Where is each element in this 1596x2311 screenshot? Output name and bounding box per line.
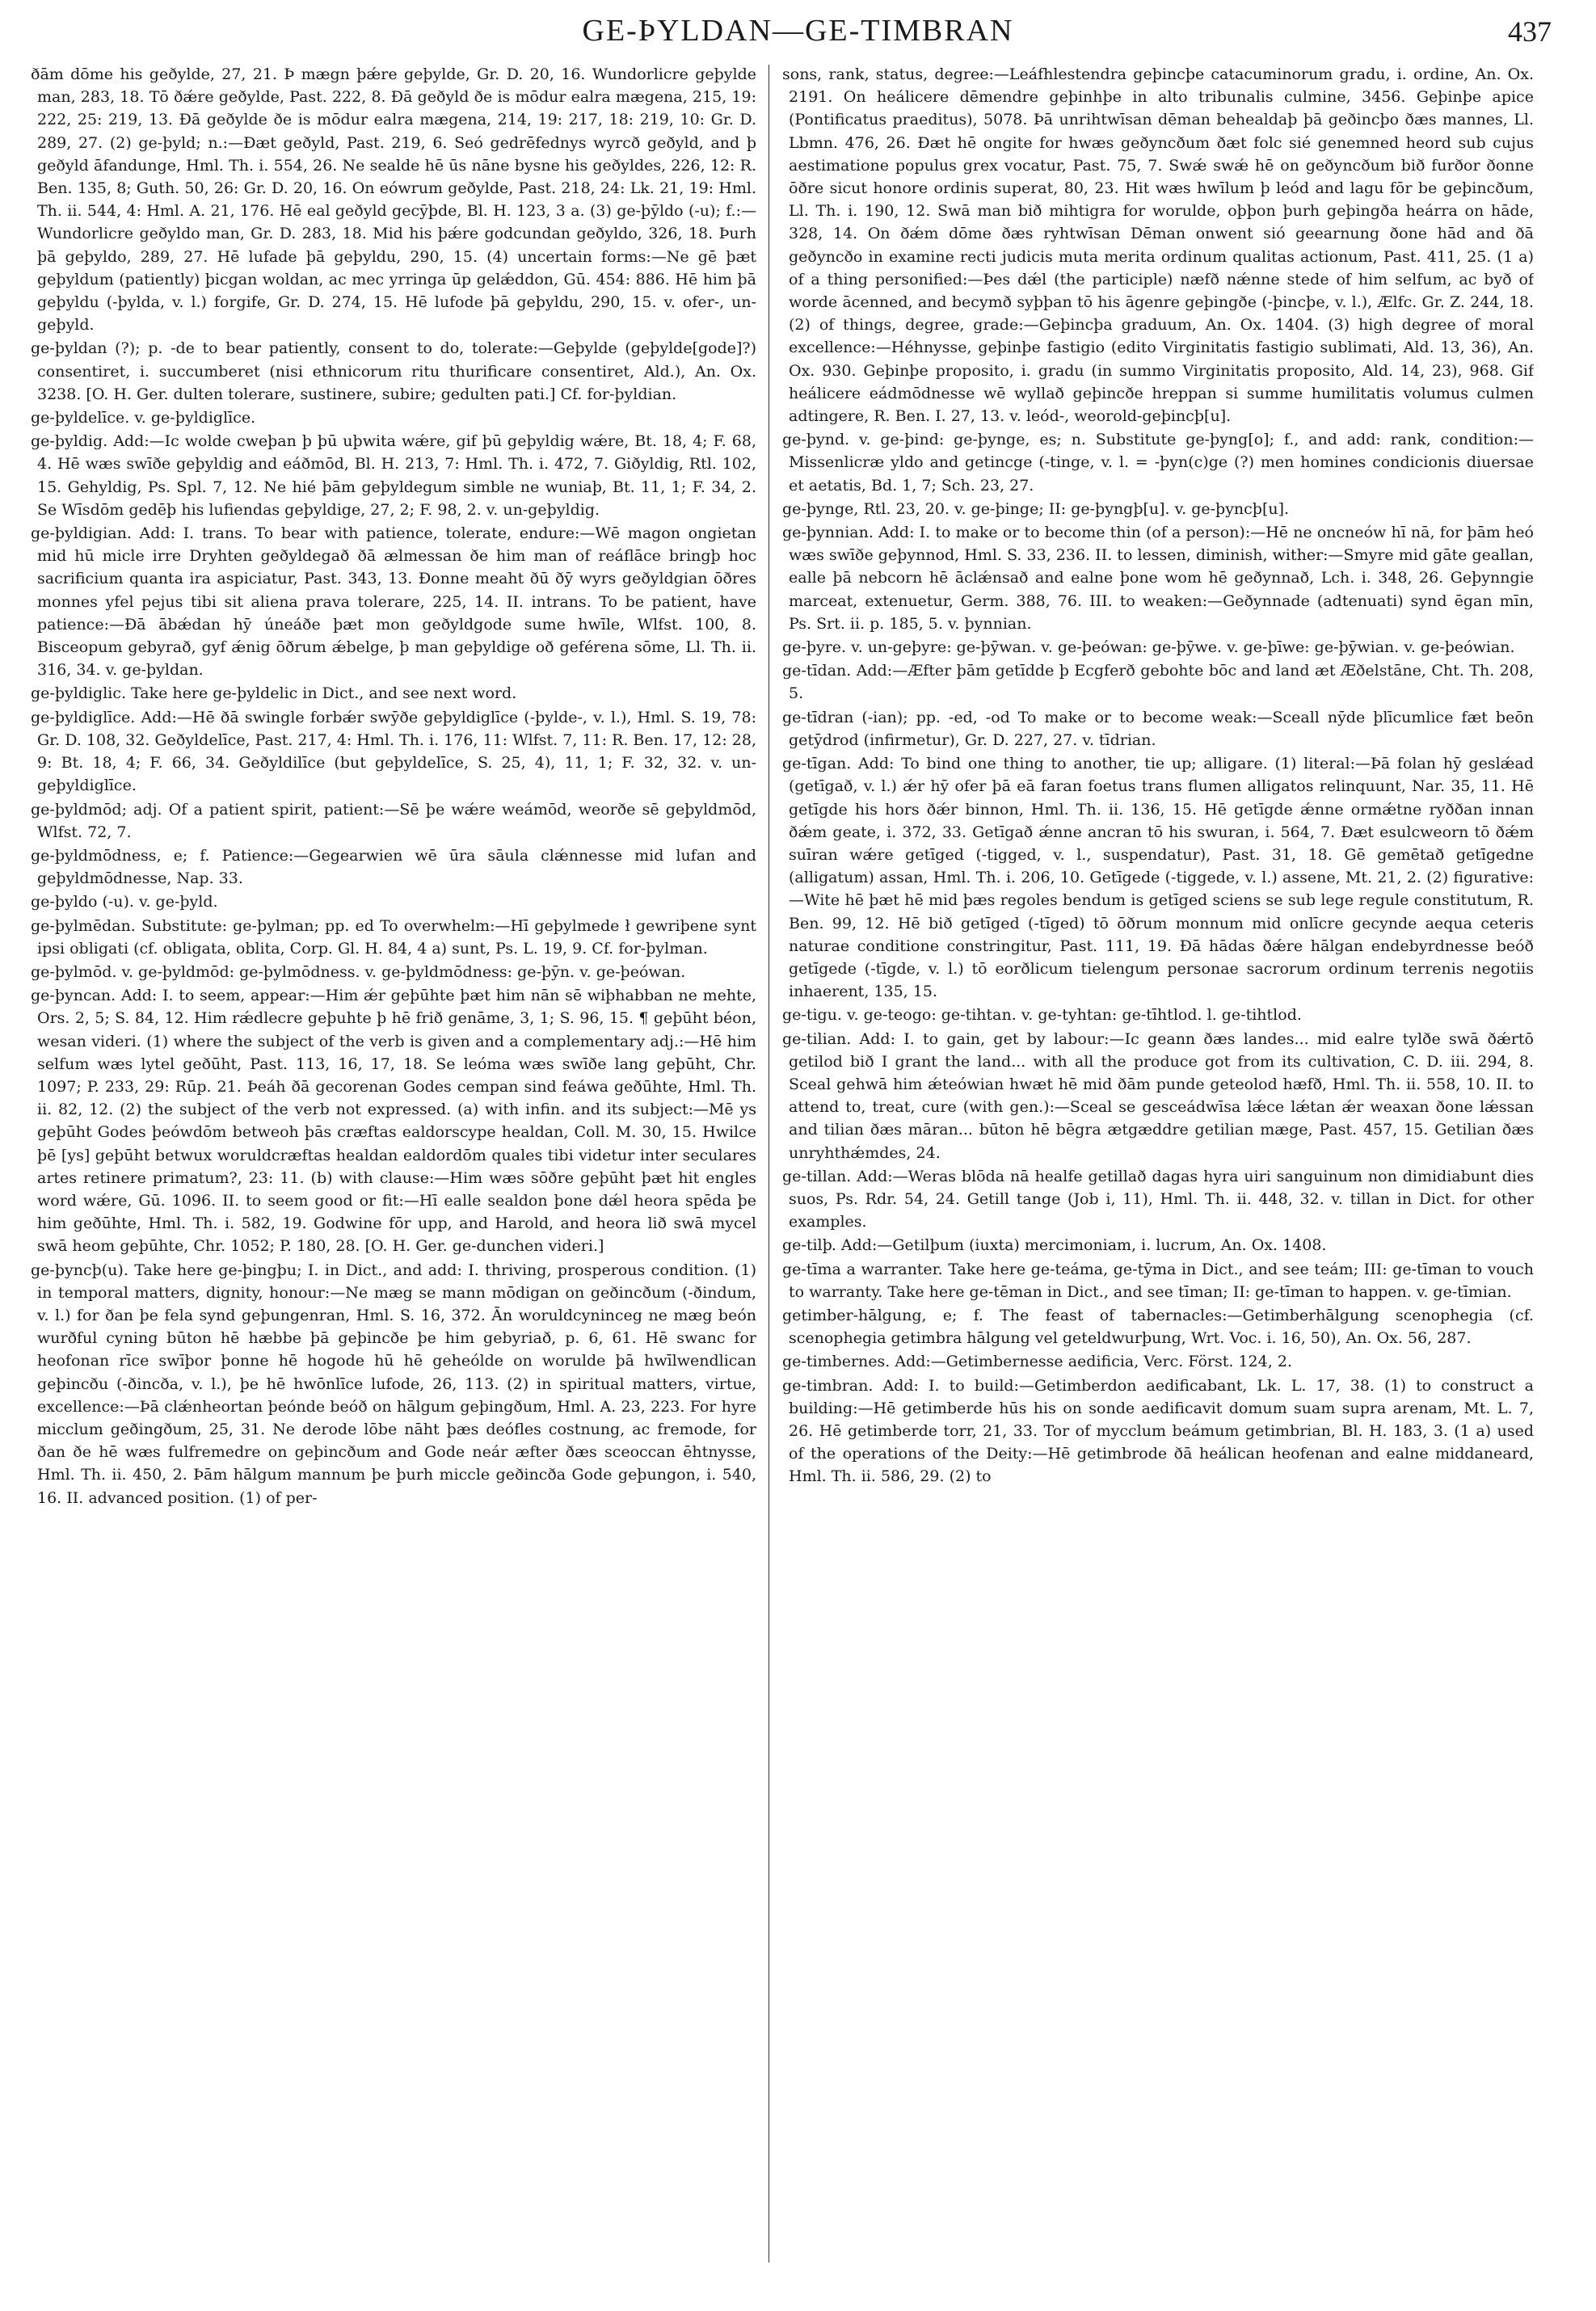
dictionary-entry: ge-tīma a warranter. Take here ge-teáma, ge-tȳma in Dict., and see teám; III: ge-tīman to vouch to warranty. Take here ge-tēman in Dict., and see tīman; II: ge-tīman to happen. v. ge-tīmian. — [782, 1260, 1534, 1301]
dictionary-entry: ge-þyncan. Add: I. to seem, appear:—Him ǽr geþūhte þæt him nān sē wiþhabban ne mehte, Ors. 2, 5; S. 84, 12. Him rǽdlecre geþuhte þ hē frið genāme, 3, 1; S. 96, 15. ¶ geþūht béon, wesan videri. (1) where the subject of the verb is given and a complementary adj.:—Hē him selfum wæs lytel geðūht, Past. 113, 16, 17, 18. Se leóma wæs swīðe lang geþūht, Chr. 1097; P. 233, 29: Rūp. 21. Þeáh ðā gecorenan Godes cempan sind feáwa geðūhte, Hml. Th. ii. 82, 12. (2) the subject of the verb not expressed. (a) with infin. and its subject:—Mē ys geþūht Godes þeówdōm betweoh þās cræftas ealdorscype healdan, Coll. M. 30, 15. Hwilce þē [ys] geþūht betwux woruldcræftas healdan ealdordōm quales tibi videtur inter seculares artes retinere primatum?, 23: 11. (b) with clause:—Him wæs sōðre geþūht þæt hit engles word wǽre, Gū. 1096. II. to seem good or fit:—Hī ealle sealdon þone dǽl heora spēda þe him geðūhte, Hml. Th. i. 582, 19. Godwine fōr upp, and Harold, and heora lið swā mycel swā heom geþūhte, Chr. 1052; P. 180, 28. [O. H. Ger. ge-dunchen videri.] — [31, 987, 756, 1256]
running-head: GE-ÞYLDAN—GE-TIMBRAN — [582, 14, 1014, 48]
dictionary-entry: ge-þyldmōdness, e; f. Patience:—Gegearwien wē ūra sāula clǽnnesse mid lufan and geþyldmōdnesse, Nap. 33. — [31, 846, 756, 888]
dictionary-entry: sons, rank, status, degree:—Leáfhlestendra geþincþe catacuminorum gradu, i. ordine, An. Ox. 2191. On heálicere dēmendre geþinhþe in alto tribunalis culmine, 3456. Geþinþe apice (Pontificatus praeditus), 5078. Þā unrihtwīsan dēman behealdaþ þā geðincþo ðæs mannes, Ll. Lbmn. 476, 26. Ðæt hē ongite for hwæs geðyncðum ðæt folc sié genemned heord sub cujus aestimatione populus grex vocatur, Past. 75, 7. Swǽ swǽ hē on geðyncðum bið furðor ðonne ōðre sicut honore ordinis superat, 80, 23. Hit wæs hwīlum þ leód and lagu fōr be geþincðum, Ll. Th. i. 190, 12. Swā man bið mihtigra for worulde, oþþon þurh geþingða heárra on hāde, 328, 14. On ðǽm dōme ðæs ryhtwīsan Dēman onwent sió geearnung ðone hād and ðā geðyncðo in examine recti judicis muta merita ordinum qualitas actionum, Past. 411, 25. (1 a) of a thing personified:—Þes dǽl (the participle) næfð nǽnne stede of him selfum, ac byð of worde ācenned, and becymð syþþan tō his āgenre geþingðe (-þincþe, v. l.), Ælfc. Gr. Z. 244, 18. (2) of things, degree, grade:—Geþincþa graduum, An. Ox. 1404. (3) high degree of moral excellence:—Héhnysse, geþinþe fastigio (edito Virginitatis fastigio sublimati, Ald. 13, 36), An. Ox. 930. Geþinþe proposito, i. gradu (in summo Virginitatis proposito, Ald. 14, 23), 968. Gif heálicere eádmōdnesse wē wyllað geþincðe hreppan si summe humilitatis volumus culmen adtingere, R. Ben. I. 27, 13. v. leód-, weorold-geþincþ[u]. — [782, 65, 1534, 426]
dictionary-entry: ge-þylmōd. v. ge-þyldmōd: ge-þylmōdness. v. ge-þyldmōdness: ge-þȳn. v. ge-þeówan. — [31, 962, 686, 981]
dictionary-entry: ge-þyldmōd; adj. Of a patient spirit, patient:—Sē þe wǽre weámōd, weorðe sē geþyldmōd, Wlfst. 72, 7. — [31, 800, 756, 841]
dictionary-entry: ge-tillan. Add:—Weras blōda nā healfe getillað dagas hyra uiri sanguinum non dimidiabunt dies suos, Ps. Rdr. 54, 24. Getill tange (Job i, 11), Hml. Th. ii. 448, 32. v. tillan in Dict. for other examples. — [782, 1167, 1534, 1231]
dictionary-entry: ge-þyldig. Add:—Ic wolde cweþan þ þū uþwita wǽre, gif þū geþyldig wǽre, Bt. 18, 4; F. 68, 4. Hē wæs swīðe geþyldig and eáðmōd, Bl. H. 213, 7: Hml. Th. i. 472, 7. Giðyldig, Rtl. 102, 15. Gehyldig, Ps. Spl. 7, 12. Ne hié þām geþyldegum simble ne wuniaþ, Bt. 11, 1; F. 34, 2. Se Wīsdōm gedēþ his lufiendas geþyldige, 27, 2; F. 98, 2. v. un-geþyldig. — [31, 432, 756, 519]
dictionary-entry: ge-tilþ. Add:—Getilþum (iuxta) mercimoniam, i. lucrum, An. Ox. 1408. — [782, 1236, 1327, 1255]
right-column — [782, 63, 1534, 2293]
left-column — [31, 63, 756, 2293]
dictionary-entry: getimber-hālgung, e; f. The feast of tabernacles:—Getimberhālgung scenophegia (cf. scenophegia getimbra hālgung vel geteldwurþung, Wrt. Voc. i. 16, 50), An. Ox. 56, 287. — [782, 1306, 1534, 1348]
dictionary-entry: ge-tīdran (-ian); pp. -ed, -od To make or to become weak:—Sceall nȳde þlīcumlice fæt beōn getȳdrod (infirmetur), Gr. D. 227, 27. v. tīdrian. — [782, 708, 1534, 749]
dictionary-entry: ge-þyldiglīce. Add:—Hē ðā swingle forbǽr swȳðe geþyldiglīce (-þylde-, v. l.), Hml. S. 19, 78: Gr. D. 108, 32. Geðyldelīce, Past. 217, 4: Hml. Th. i. 176, 11: Wlfst. 7, 11: R. Ben. 17, 12: 28, 9: Bt. 18, 4; F. 66, 34. Geðyldilīce (but geþyldelīce, S. 25, 4), 11, 1; F. 32, 32. v. un-geþyldiglīce. — [31, 708, 756, 795]
dictionary-entry: ge-þyncþ(u). Take here ge-þingþu; I. in Dict., and add: I. thriving, prosperous condition. (1) in temporal matters, dignity, honour:—Ne mæg se mann mōdigan on geðincðum (-ðindum, v. l.) for ðan þe fela synd geþungenran, Hml. S. 16, 372. Ān woruldcyninceg ne mæg beón wurðful cyning būton hē hæbbe þā geþincðe þe him gebyriað, p. 6, 61. Hē swanc for heofonan rīce swīþor þonne hē hogode hū hē geheólde on worulde þā hwīlwendlican geþincðu (-ðincða, v. l.), þe hē hwōnlīce lufode, 26, 113. (2) in spiritual matters, virtue, excellence:—Þā clǽnheortan þeónde beóð on hālgum geþingðum, Hml. A. 23, 223. For hyre micclum geðingðum, 25, 31. Ne derode lōbe nāht þæs deófles costnung, ac fremode, for ðan ðe hē wæs fulfremedre on geþincðum and Gode neár æfter ðæs sceoccan ēhtnysse, Hml. Th. ii. 450, 2. Þām hālgum mannum þe þurh miccle geðincða Gode geþungon, i. 540, 16. II. advanced position. (1) of per- — [31, 1261, 756, 1507]
dictionary-entry: ge-tīgan. Add: To bind one thing to another, tie up; alligare. (1) literal:—Þā folan hȳ geslǽad (getīgað, v. l.) ǽr hȳ ofer þā eā faran foetus trans flumen alligatos relinquunt, Nar. 35, 11. Hē getīgde his hors ðǽr binnon, Hml. Th. ii. 136, 15. Hē getīgde ǽnne ormǽtne ryððan innan ðǽm geate, i. 372, 33. Getīgað ǽnne ancran tō his swuran, i. 564, 7. Ðæt esulcweorn tō ðǽm suīran wǽre getīged (-tigged, v. l., suspendatur), Past. 31, 18. Gē gemētað getīgedne (alligatum) assan, Hml. Th. i. 206, 10. Getīgede (-tiggede, v. l.) assene, Mt. 21, 2. (2) figurative:—Wite hē þæt hē mid þæs regoles bendum is getīged sciens se sub lege regule constitutum, R. Ben. 99, 12. Hē bið getīged (-tīged) tō ōðrum monnum mid onlīcre gecynde aequa ceteris naturae conditione constringitur, Past. 111, 19. Ðā hādas ðǽre hālgan endebyrdnesse beóð getīgede (-tīgde, v. l.) tō eorðlicum tielengum personae sacrorum ordinum terrenis negotiis inhaerent, 135, 15. — [782, 755, 1534, 1001]
dictionary-entry: ge-timbran. Add: I. to build:—Getimberdon aedificabant, Lk. L. 17, 38. (1) to construct a building:—Hē getimberde hūs his on sonde aedificavit domum suam supra arenam, Mt. L. 7, 26. Hē getimberde torr, 21, 33. Tor of mycclum beámum getimbrian, Bl. H. 183, 3. (1 a) used of the operations of the Deity:—Hē getimbrode ðā heálican heofenan and ealne middaneard, Hml. Th. ii. 586, 29. (2) to — [782, 1376, 1534, 1486]
dictionary-entry: ge-tilian. Add: I. to gain, get by labour:—Ic geann ðæs landes... mid ealre tylðe swā ðǽrtō getilod bið I grant the land... with all the produce got from its cultivation, C. D. iii. 294, 8. Sceal gehwā him ǽteówian hwæt hē mid ðām punde geteolod hæfð, Hml. Th. ii. 558, 10. II. to attend to, treat, cure (with gen.):—Sceal se gesceádwīsa lǽce lǽtan ǽr weaxan ðone lǽssan and tilian ðæs māran... būton hē bēgra ætgæddre getilian mæge, Past. 457, 15. Getilian ðæs unryhthǽmdes, 24. — [782, 1029, 1534, 1162]
dictionary-entry: ge-þyre. v. un-geþyre: ge-þȳwan. v. ge-þeówan: ge-þȳwe. v. ge-þīwe: ge-þȳwian. v. ge-þeówian. — [782, 638, 1515, 657]
dictionary-entry: ge-þynd. v. ge-þind: ge-þynge, es; n. Substitute ge-þyng[o]; f., and add: rank, condition:—Missenlicræ yldo and getincge (-tinge, v. l. = -þyn(c)ge (?) men homines condicionis diuersae et aetatis, Bd. 1, 7; Sch. 23, 27. — [782, 431, 1534, 495]
dictionary-entry: ge-þyldigian. Add: I. trans. To bear with patience, tolerate, endure:—Wē magon ongietan mid hū micle irre Dryhten geðyldegað ðā ælmessan ðe him man of reáflāce bringþ hoc sacrificium quanta ira aspiciatur, Past. 343, 13. Ðonne meaht ðū ðȳ wyrs geðyldgian ōðres monnes yfel pejus tibi sit aliena prava tolerare, 225, 14. II. intrans. To be patient, have patience:—Ðā ābǽdan hȳ úneáðe þæt mon geðyldgode sume hwīle, Wlfst. 100, 8. Bisceopum gebyrað, gyf ǽnig ōðrum ǽbelge, þ man geþyldige oð geférena sōme, Ll. Th. ii. 316, 34. v. ge-þyldan. — [31, 524, 756, 680]
dictionary-entry: ge-þyldelīce. v. ge-þyldiglīce. — [31, 409, 256, 427]
page-number: 437 — [1508, 15, 1552, 48]
dictionary-entry: ge-þynge, Rtl. 23, 20. v. ge-þinge; II: ge-þyngþ[u]. v. ge-þyncþ[u]. — [782, 499, 1290, 518]
dictionary-entry: ge-þylmēdan. Substitute: ge-þylman; pp. ed To overwhelm:—Hī geþylmede ł gewriþene synt ipsi obligati (cf. obligata, oblita, Corp. Gl. H. 84, 4 a) sunt, Ps. L. 19, 9. Cf. for-þylman. — [31, 916, 756, 958]
page-header — [0, 6, 1596, 55]
dictionary-entry: ge-tīdan. Add:—Æfter þām getīdde þ Ecgferð gebohte bōc and land æt Æðelstāne, Cht. Th. 208, 5. — [782, 662, 1534, 703]
dictionary-entry: ge-þynnian. Add: I. to make or to become thin (of a person):—Hē ne oncneów hī nā, for þām heó wæs swīðe geþynnod, Hml. S. 33, 236. II. to lessen, diminish, wither:—Smyre mid gāte geallan, ealle þā nebcorn hē āclǽnsað and ealne þone wom hē geðynnað, Lch. i. 348, 26. Geþynngie marceat, extenuetur, Germ. 388, 76. III. to weaken:—Geðynnade (adtenuati) synd ēgan mīn, Ps. Srt. ii. p. 185, 5. v. þynnian. — [782, 524, 1534, 633]
dictionary-entry: ge-þyldan (?); p. -de to bear patiently, consent to do, tolerate:—Geþylde (geþylde[gode]?) consentiret, i. succumberet (nisi ethnicorum ritu thurificare consentiret, Ald.), An. Ox. 3238. [O. H. Ger. dulten tolerare, sustinere, subire; gedulten pati.] Cf. for-þyldian. — [31, 339, 756, 403]
dictionary-entry: ge-tigu. v. ge-teogo: ge-tihtan. v. ge-tyhtan: ge-tīhtlod. l. ge-tihtlod. — [782, 1006, 1302, 1025]
dictionary-entry: ge-timbernes. Add:—Getimbernesse aedificia, Verc. Först. 124, 2. — [782, 1353, 1292, 1371]
dictionary-entry: ge-þyldiglic. Take here ge-þyldelic in Dict., and see next word. — [31, 684, 517, 703]
dictionary-entry: ge-þyldo (-u). v. ge-þyld. — [31, 893, 218, 911]
dictionary-entry: ðām dōme his geðylde, 27, 21. Þ mægn þǽre geþylde, Gr. D. 20, 16. Wundorlicre geþylde man, 283, 18. Tō ðǽre geðylde, Past. 222, 8. Ðā geðyld ðe is mōdur ealra mægena, 215, 19: 222, 25: 219, 13. Ðā geðylde ðe is mōdur ealra mægena, 214, 19: 217, 18: 219, 10: Gr. D. 289, 27. (2) ge-þyld; n.:—Ðæt geðyld, Past. 219, 6. Seó gedrēfednys wyrcð geðyld, and þ geðyld āfandunge, Hml. Th. i. 554, 26. Ne sealde hē ūs nāne bysne his geðyldes, 226, 12: R. Ben. 135, 8; Guth. 50, 26: Gr. D. 20, 16. On eówrum geðylde, Past. 218, 24: Lk. 21, 19: Hml. Th. ii. 544, 4: Hml. A. 21, 176. Hē eal geðyld gecȳþde, Bl. H. 123, 3 a. (3) ge-þȳldo (-u); f.:—Wundorlicre geðyldo man, Gr. D. 283, 18. Mid his þǽre godcundan geðyldo, 326, 18. Þurh þā geþyldo, 289, 27. Hē lufade þā geþyldu, 290, 15. (4) uncertain forms:—Ne gē þæt geþyldum (patiently) þicgan woldan, ac mec yrringa ūp gelǽddon, Gū. 454: 886. Hē him þā geþyldu (-þylda, v. l.) forgife, Gr. D. 274, 15. Hē lufode þā geþyldu, 290, 15. v. ofer-, un-geþyld. — [31, 65, 756, 335]
